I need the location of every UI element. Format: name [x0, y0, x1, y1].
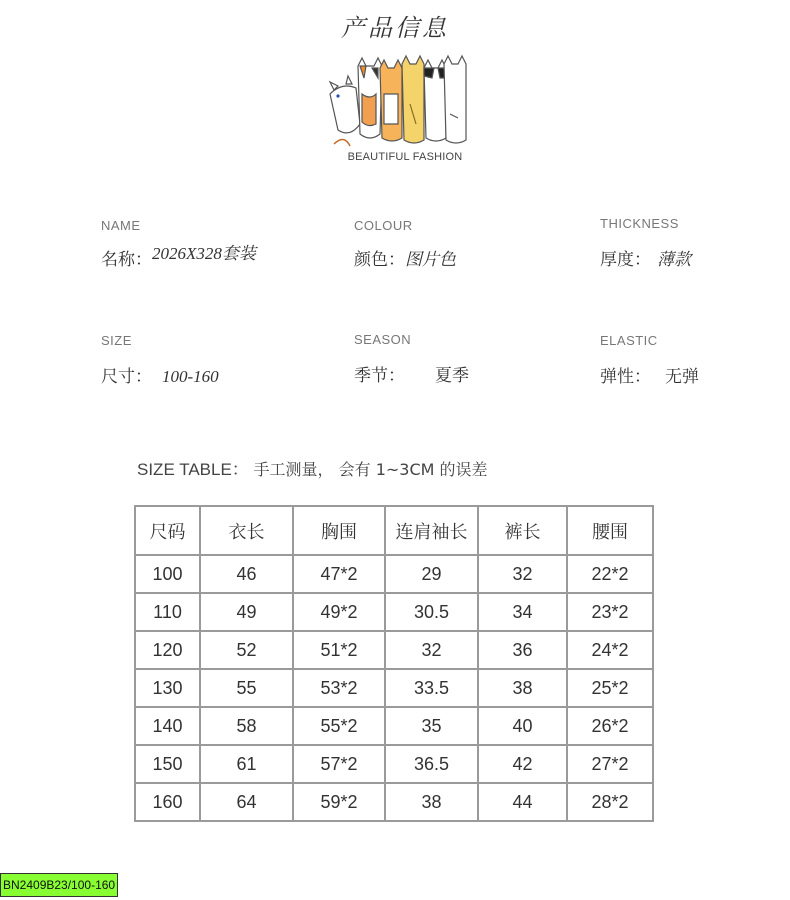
info-thickness-label: 厚度：: [600, 250, 651, 270]
table-cell: 32: [385, 631, 478, 669]
page-title: 产品信息: [341, 14, 449, 42]
cats-logo-icon: [320, 54, 470, 166]
table-row: [135, 555, 653, 593]
sku-label: BN2409B23/100-160: [0, 873, 118, 897]
table-row: [135, 631, 653, 669]
table-cell: 150: [135, 745, 200, 783]
brand-label: BEAUTIFUL FASHION: [347, 151, 463, 163]
info-size-value: 100-160: [162, 367, 219, 386]
table-cell: 44: [478, 783, 567, 821]
info-elastic-label: 弹性：: [600, 367, 651, 387]
table-cell: 49: [200, 593, 293, 631]
info-elastic-value: 无弹: [665, 367, 699, 386]
info-size-en: SIZE: [101, 333, 132, 348]
table-cell: 24*2: [567, 631, 653, 669]
table-cell: 120: [135, 631, 200, 669]
size-table-header-row: [135, 506, 653, 555]
info-elastic-en: ELASTIC: [600, 333, 658, 348]
table-cell: 29: [385, 555, 478, 593]
table-cell: 160: [135, 783, 200, 821]
table-row: [135, 745, 653, 783]
info-name: [101, 218, 256, 270]
table-row: [135, 669, 653, 707]
table-row: [135, 593, 653, 631]
size-table: [134, 505, 654, 822]
table-cell: 38: [478, 669, 567, 707]
column-header: 衣长: [200, 506, 293, 555]
info-season-label: 季节：: [354, 366, 405, 386]
table-cell: 55*2: [293, 707, 385, 745]
info-name-label: 名称：: [101, 250, 152, 270]
info-season: [354, 332, 469, 386]
table-cell: 47*2: [293, 555, 385, 593]
column-header: 裤长: [478, 506, 567, 555]
column-header: 腰围: [567, 506, 653, 555]
table-cell: 61: [200, 745, 293, 783]
table-cell: 23*2: [567, 593, 653, 631]
info-size: [101, 333, 219, 387]
info-colour-label: 颜色：: [354, 250, 405, 270]
table-cell: 34: [478, 593, 567, 631]
table-cell: 55: [200, 669, 293, 707]
table-cell: 36: [478, 631, 567, 669]
info-colour-value: 图片色: [405, 250, 456, 269]
table-cell: 36.5: [385, 745, 478, 783]
table-cell: 32: [478, 555, 567, 593]
table-cell: 57*2: [293, 745, 385, 783]
table-cell: 26*2: [567, 707, 653, 745]
size-table-heading-note: 手工测量， 会有 1~3CM 的误差: [253, 460, 488, 479]
table-cell: 49*2: [293, 593, 385, 631]
table-cell: 110: [135, 593, 200, 631]
info-thickness-en: THICKNESS: [600, 216, 679, 231]
table-cell: 46: [200, 555, 293, 593]
info-thickness-value: 薄款: [657, 250, 691, 269]
table-cell: 33.5: [385, 669, 478, 707]
table-cell: 51*2: [293, 631, 385, 669]
info-name-en: NAME: [101, 218, 141, 233]
info-season-en: SEASON: [354, 332, 412, 347]
info-colour-en: COLOUR: [354, 218, 413, 233]
table-cell: 38: [385, 783, 478, 821]
size-table-heading-en: SIZE TABLE：: [137, 460, 249, 479]
table-cell: 58: [200, 707, 293, 745]
table-cell: 40: [478, 707, 567, 745]
table-row: [135, 783, 653, 821]
info-colour: [354, 218, 456, 270]
column-header: 连肩袖长: [385, 506, 478, 555]
info-name-value: 2026X328套装: [152, 244, 256, 263]
info-size-label: 尺寸：: [101, 367, 152, 387]
column-header: 尺码: [135, 506, 200, 555]
table-cell: 59*2: [293, 783, 385, 821]
table-cell: 64: [200, 783, 293, 821]
size-table-heading: [137, 455, 488, 480]
info-thickness: [600, 216, 691, 270]
table-cell: 53*2: [293, 669, 385, 707]
info-elastic: [600, 333, 699, 387]
table-cell: 42: [478, 745, 567, 783]
column-header: 胸围: [293, 506, 385, 555]
table-cell: 100: [135, 555, 200, 593]
table-cell: 52: [200, 631, 293, 669]
table-cell: 140: [135, 707, 200, 745]
table-cell: 30.5: [385, 593, 478, 631]
table-cell: 25*2: [567, 669, 653, 707]
table-cell: 22*2: [567, 555, 653, 593]
table-cell: 28*2: [567, 783, 653, 821]
table-cell: 130: [135, 669, 200, 707]
table-cell: 35: [385, 707, 478, 745]
table-row: [135, 707, 653, 745]
table-cell: 27*2: [567, 745, 653, 783]
info-season-value: 夏季: [435, 366, 469, 385]
